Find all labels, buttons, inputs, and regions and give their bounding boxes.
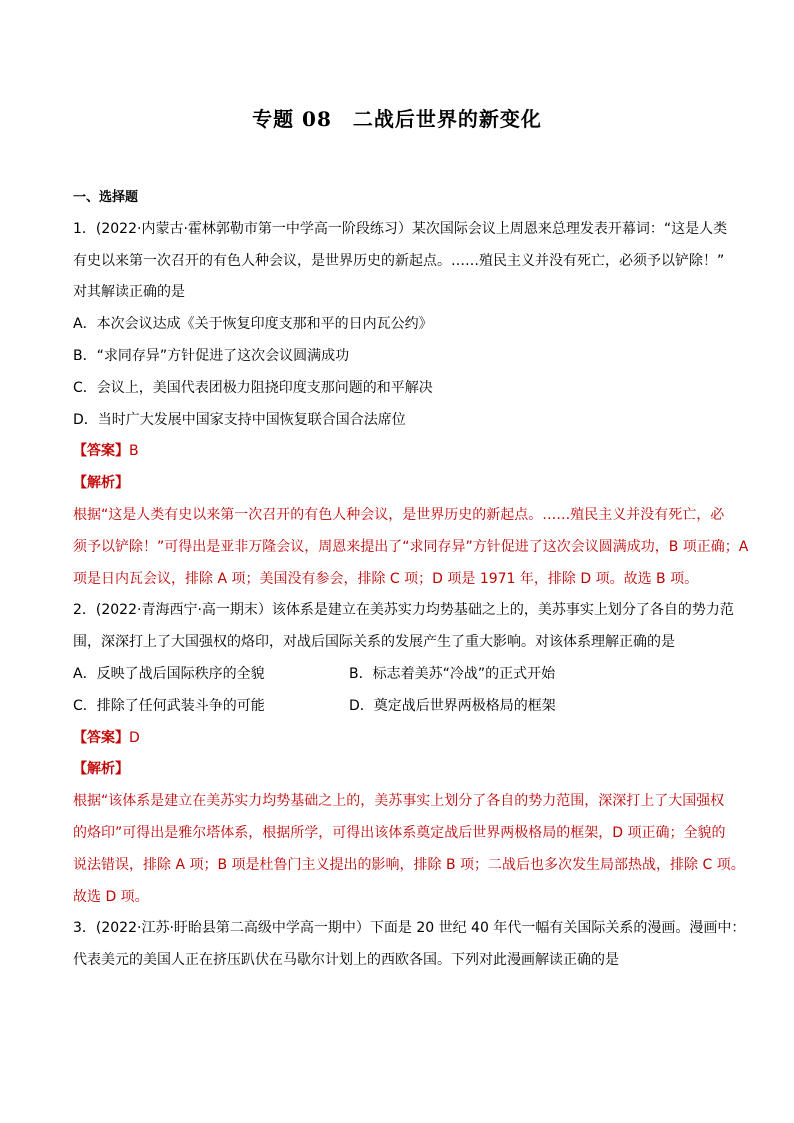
question-stem-line: 围，深深打上了大国强权的烙印，对战后国际关系的发展产生了重大影响。对该体系理解正确的是: [73, 634, 675, 651]
option-row: [73, 659, 753, 691]
answer-value: B: [129, 443, 139, 460]
answer-value: D: [129, 729, 140, 746]
analysis-line: 项是日内瓦会议，排除 A 项；美国没有参会，排除 C 项；D 项是 1971 年，排除 D 项。故选 B 项。: [73, 570, 699, 587]
question-stem-line: 对其解读正确的是: [73, 284, 185, 301]
option-a: A．本次会议达成《关于恢复印度支那和平的日内瓦公约》: [73, 316, 433, 333]
section-heading: 一、选择题: [73, 190, 139, 205]
question-2: [73, 595, 753, 913]
option-d: D．奠定战后世界两极格局的框架: [349, 697, 556, 714]
document-body: [73, 182, 753, 977]
question-stem-line: 有史以来第一次召开的有色人种会议，是世界历史的新起点。……殖民主义并没有死亡，必须予以铲除！”: [73, 252, 725, 269]
option-c: C．会议上，美国代表团极力阻挠印度支那问题的和平解决: [73, 379, 433, 396]
option-row: [73, 691, 753, 723]
page-title: 专题 08 二战后世界的新变化: [252, 107, 542, 131]
analysis-line: 说法错误，排除 A 项；B 项是杜鲁门主义提出的影响，排除 B 项；二战后也多次发生局部热战，排除 C 项。: [73, 856, 745, 873]
question-stem-line: 2．(2022·青海西宁·高一期末）该体系是建立在美苏实力均势基础之上的，美苏事实上划分了各自的势力范: [73, 602, 734, 619]
analysis-label: 【解析】: [73, 761, 129, 778]
option-b: B．标志着美苏“冷战”的正式开始: [349, 665, 556, 682]
question-stem-line: 1．(2022·内蒙古·霍林郭勒市第一中学高一阶段练习）某次国际会议上周恩来总理发表开幕词：“这是人类: [73, 220, 728, 237]
analysis-line: 根据“该体系是建立在美苏实力均势基础之上的，美苏事实上划分了各自的势力范围，深深打上了大国强权: [73, 793, 725, 810]
analysis-line: 须予以铲除！”可得出是亚非万隆会议，周恩来提出了“求同存异”方针促进了这次会议圆满成功，B 项正确；A: [73, 538, 749, 555]
option-d: D．当时广大发展中国家支持中国恢复联合国合法席位: [73, 411, 406, 428]
answer-row: [73, 723, 753, 755]
analysis-line: 的烙印”可得出是雅尔塔体系，根据所学，可得出该体系奠定战后世界两极格局的框架，D 项正确；全貌的: [73, 824, 726, 841]
analysis-line: 根据“这是人类有史以来第一次召开的有色人种会议，是世界历史的新起点。……殖民主义并没有死亡，必: [73, 506, 725, 523]
question-3: [73, 913, 753, 977]
answer-label: 【答案】: [73, 443, 129, 460]
option-c: C．排除了任何武装斗争的可能: [73, 697, 265, 714]
answer-row: [73, 436, 753, 468]
question-stem-line: 3．(2022·江苏·盱眙县第二高级中学高一期中）下面是 20 世纪 40 年代一幅有关国际关系的漫画。漫画中：: [73, 920, 746, 937]
option-a: A．反映了战后国际秩序的全貌: [73, 665, 265, 682]
answer-label: 【答案】: [73, 729, 129, 746]
question-stem-line: 代表美元的美国人正在挤压趴伏在马歇尔计划上的西欧各国。下列对此漫画解读正确的是: [73, 952, 619, 969]
analysis-label: 【解析】: [73, 475, 129, 492]
option-b: B．“求同存异”方针促进了这次会议圆满成功: [73, 347, 350, 364]
question-1: [73, 214, 753, 596]
analysis-line: 故选 D 项。: [73, 888, 149, 905]
